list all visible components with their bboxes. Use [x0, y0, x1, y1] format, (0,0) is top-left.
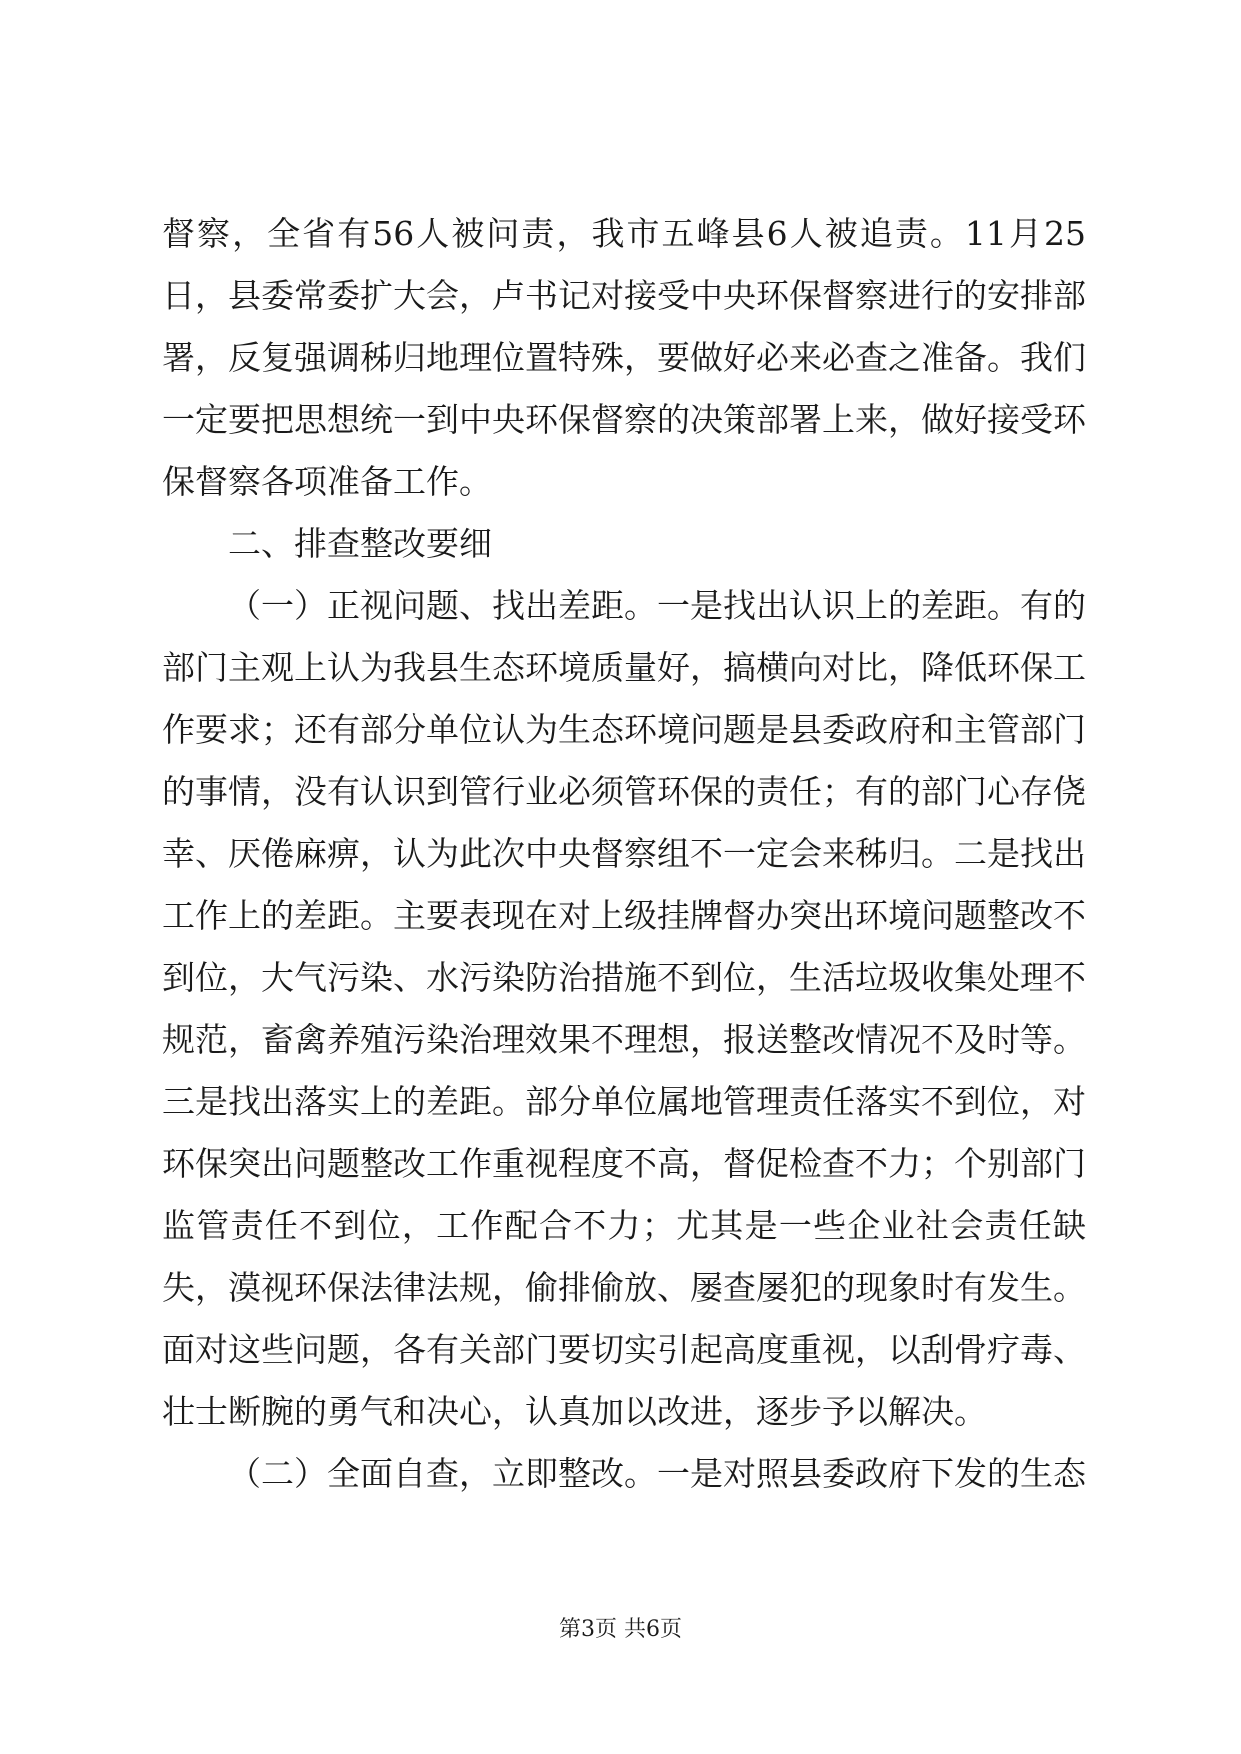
paragraph-section-1: （一）正视问题、找出差距。一是找出认识上的差距。有的部门主观上认为我县生态环境质量好，搞横向对比，降低环保工作要求；还有部分单位认为生态环境问题是县委政府和主管部门的事情，没有认识到管行业必须管环保的责任；有的部门心存侥幸、厌倦麻痹，认为此次中央督察组不一定会来秭归。二是找出工作上的差距。主要表现在对上级挂牌督办突出环境问题整改不到位，大气污染、水污染防治措施不到位，生活垃圾收集处理不规范，畜禽养殖污染治理效果不理想，报送整改情况不及时等。三是找出落实上的差距。部分单位属地管理责任落实不到位，对环保突出问题整改工作重视程度不高，督促检查不力；个别部门监管责任不到位，工作配合不力；尤其是一些企业社会责任缺失，漠视环保法律法规，偷排偷放、屡查屡犯的现象时有发生。面对这些问题，各有关部门要切实引起高度重视，以刮骨疗毒、壮士断腕的勇气和决心，认真加以改进，逐步予以解决。: [162, 586, 1086, 1431]
paragraph-continuation: 督察，全省有56人被问责，我市五峰县6人被追责。11月25日，县委常委扩大会，卢书记对接受中央环保督察进行的安排部署，反复强调秭归地理位置特殊，要做好必来必查之准备。我们一定要把思想统一到中央环保督察的决策部署上来，做好接受环保督察各项准备工作。: [162, 214, 1086, 501]
paragraph-section-2: （二）全面自查，立即整改。一是对照县委政府下发的生态: [228, 1454, 1086, 1493]
section-heading: 二、排查整改要细: [228, 524, 492, 563]
document-body: [162, 203, 1086, 1505]
page-number-footer: 第3页 共6页: [559, 1617, 682, 1642]
